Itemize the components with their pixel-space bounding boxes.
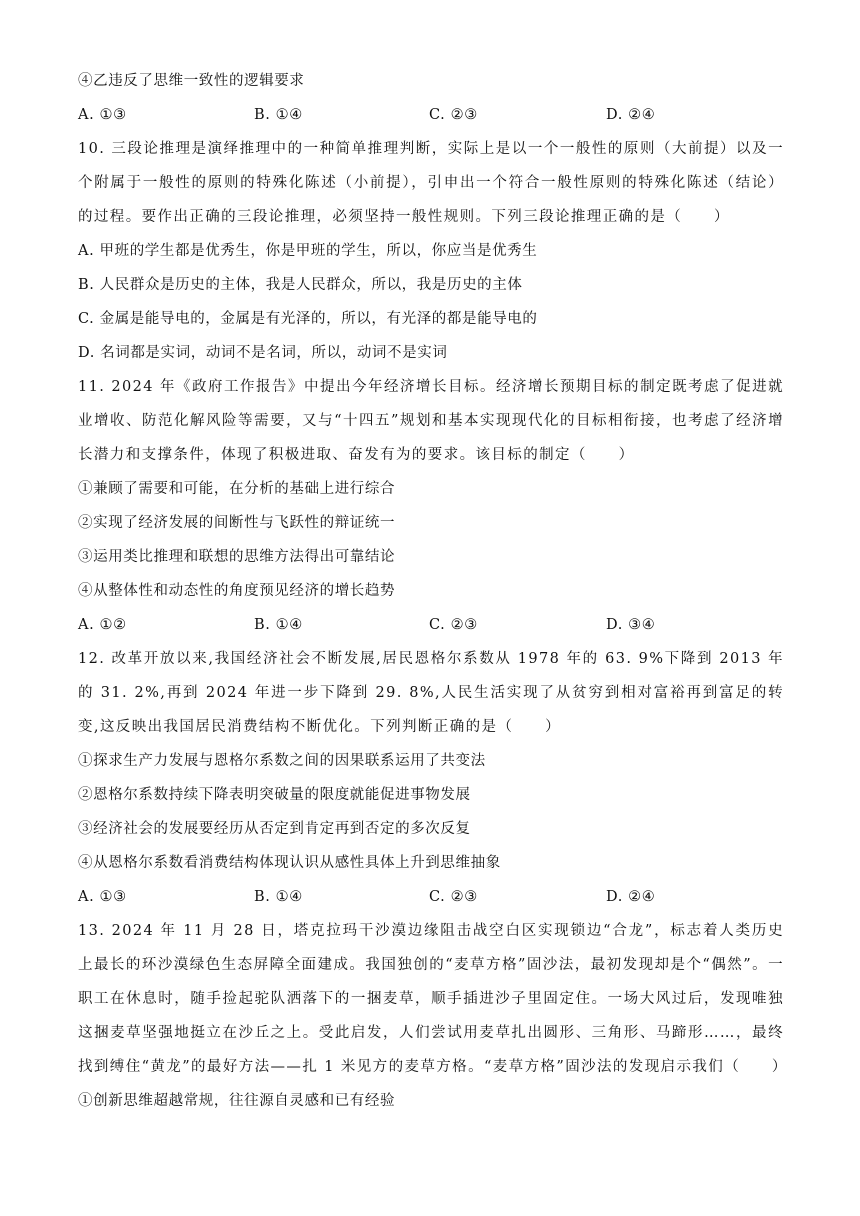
q12-statement-2: ②恩格尔系数持续下降表明突破量的限度就能促进事物发展 [78,787,471,803]
q10-option-a[interactable]: A. 甲班的学生都是优秀生，你是甲班的学生，所以，你应当是优秀生 [78,243,538,259]
q11-option-b[interactable]: B. ①④ [254,617,303,633]
q9-statement-4: ④乙违反了思维一致性的逻辑要求 [78,73,305,89]
exam-page [78,64,788,1118]
q11-option-c[interactable]: C. ②③ [429,617,478,633]
q12-statement-3: ③经济社会的发展要经历从否定到肯定再到否定的多次反复 [78,821,471,837]
q12-option-b[interactable]: B. ①④ [254,889,303,905]
q11-statement-3: ③运用类比推理和联想的思维方法得出可靠结论 [78,549,396,565]
q9-option-c[interactable]: C. ②③ [429,107,478,123]
q12-statement-1: ①探求生产力发展与恩格尔系数之间的因果联系运用了共变法 [78,753,486,769]
q12-statement-4: ④从恩格尔系数看消费结构体现认识从感性具体上升到思维抽象 [78,855,501,871]
question-13 [78,914,788,1118]
q10-stem: 10. 三段论推理是演绎推理中的一种简单推理判断，实际上是以一个一般性的原则（大前提）以及一个附属于一般性的原则的特殊化陈述（小前提），引申出一个符合一般性原则的特殊化陈述（结论）的过程。要作出正确的三段论推理，必须坚持一般性规则。下列三段论推理正确的是（ ） [78,141,784,225]
q11-statement-2: ②实现了经济发展的间断性与飞跃性的辩证统一 [78,515,396,531]
q13-stem: 13. 2024 年 11 月 28 日，塔克拉玛干沙漠边缘阻击战空白区实现锁边“合龙”，标志着人类历史上最长的环沙漠绿色生态屏障全面建成。我国独创的“麦草方格”固沙法，最初发现却是个“偶然”。一职工在休息时，随手捡起驼队洒落下的一捆麦草，顺手插进沙子里固定住。一场大风过后，发现唯独这捆麦草坚强地挺立在沙丘之上。受此启发，人们尝试用麦草扎出圆形、三角形、马蹄形……，最终找到缚住“黄龙”的最好方法——扎 1 米见方的麦草方格。“麦草方格”固沙法的发现启示我们（ ） [78,923,788,1075]
q11-stem: 11. 2024 年《政府工作报告》中提出今年经济增长目标。经济增长预期目标的制定既考虑了促进就业增收、防范化解风险等需要，又与“十四五”规划和基本实现现代化的目标相衔接，也考虑了经济增长潜力和支撑条件，体现了积极进取、奋发有为的要求。该目标的制定（ ） [78,379,784,463]
q10-option-d[interactable]: D. 名词都是实词，动词不是名词，所以，动词不是实词 [78,345,448,361]
question-9-tail [78,64,784,132]
q11-option-a[interactable]: A. ①② [78,617,127,633]
q11-statement-4: ④从整体性和动态性的角度预见经济的增长趋势 [78,583,396,599]
q9-option-b[interactable]: B. ①④ [254,107,303,123]
q12-stem: 12. 改革开放以来,我国经济社会不断发展,居民恩格尔系数从 1978 年的 63. 9%下降到 2013 年的 31. 2%,再到 2024 年进一步下降到 29. 8%,人民生活实现了从贫穷到相对富裕再到富足的转变,这反映出我国居民消费结构不断优化。下列判断正确的是（ ） [78,651,784,735]
q12-option-c[interactable]: C. ②③ [429,889,478,905]
q11-options [78,608,784,642]
question-10 [78,132,784,370]
question-12 [78,642,784,914]
question-11 [78,370,784,642]
q9-option-d[interactable]: D. ②④ [606,107,656,123]
q12-option-a[interactable]: A. ①③ [78,889,127,905]
q9-options [78,98,784,132]
q12-options [78,880,784,914]
q11-option-d[interactable]: D. ③④ [606,617,656,633]
q9-option-a[interactable]: A. ①③ [78,107,127,123]
q12-option-d[interactable]: D. ②④ [606,889,656,905]
q10-option-b[interactable]: B. 人民群众是历史的主体，我是人民群众，所以，我是历史的主体 [78,277,523,293]
q13-statement-1: ①创新思维超越常规，往往源自灵感和已有经验 [78,1093,396,1109]
q10-option-c[interactable]: C. 金属是能导电的，金属是有光泽的，所以，有光泽的都是能导电的 [78,311,538,327]
q11-statement-1: ①兼顾了需要和可能，在分析的基础上进行综合 [78,481,396,497]
